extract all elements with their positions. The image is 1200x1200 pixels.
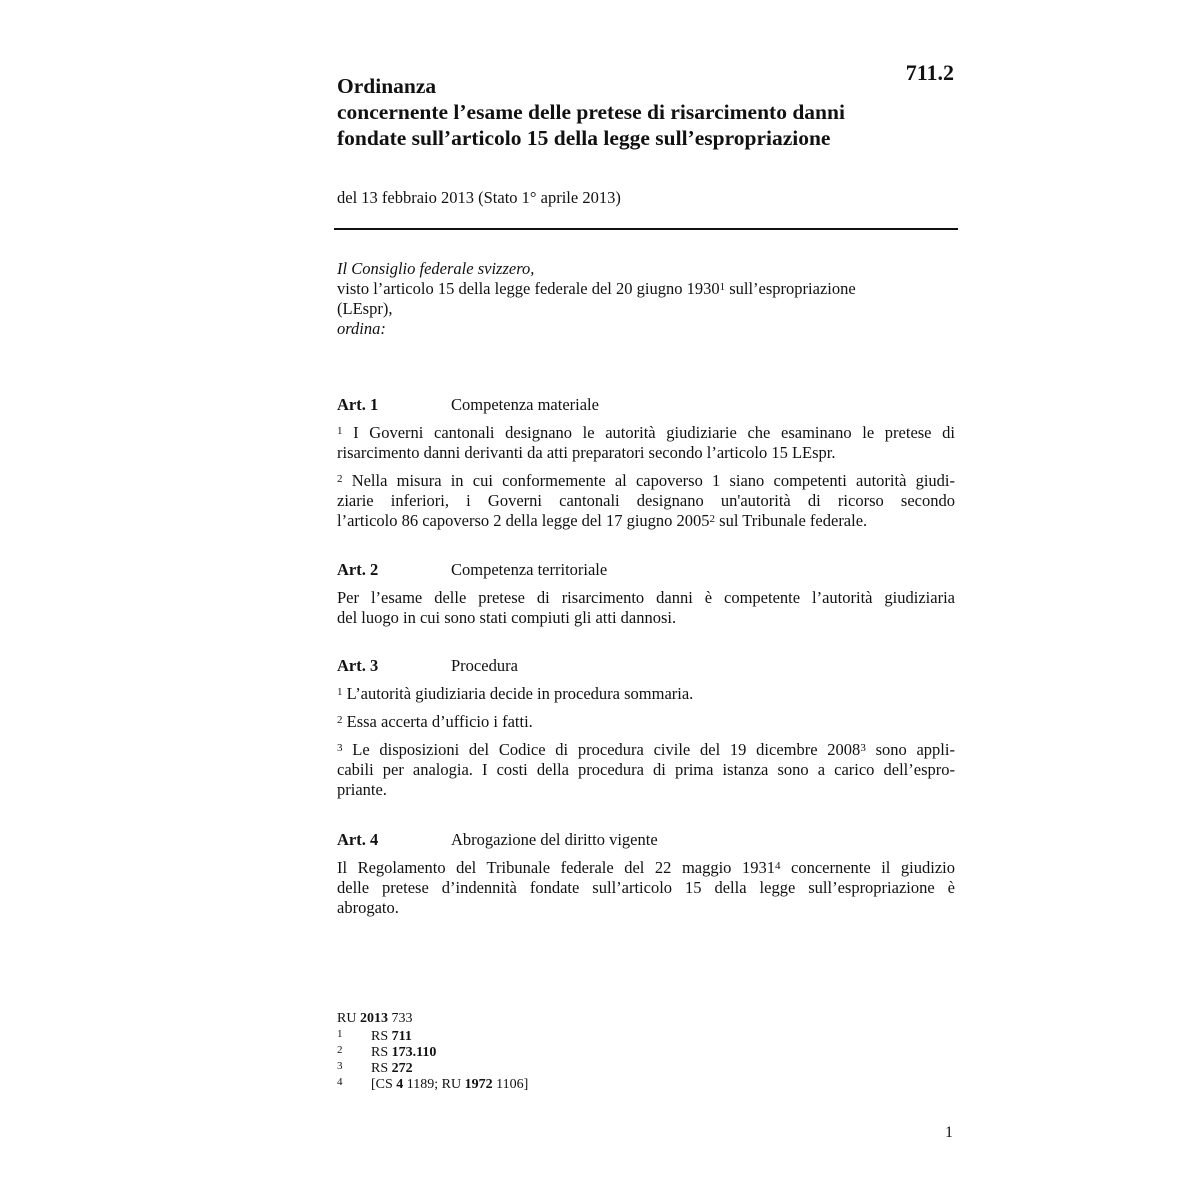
title-line-3: fondate sull’articolo 15 della legge sull’espropriazione (337, 126, 831, 150)
article-2-heading (337, 560, 955, 580)
article-1-heading (337, 395, 955, 415)
preamble (337, 259, 955, 339)
sr-number: 711.2 (905, 60, 954, 85)
article-3-paragraph-3: $^3$ Le disposizioni del Codice di procedura civile del 19 dicembre 2008$^3$ sono appli- cabili per analogia. I costi della procedura di prima istanza sono a carico dell’espro- priante. (337, 740, 955, 799)
article-1-title: Competenza materiale (451, 395, 599, 414)
article-2 (337, 560, 955, 628)
page-number: 1 (945, 1124, 953, 1141)
title-line-1: Ordinanza (337, 74, 437, 98)
article-4-title: Abrogazione del diritto vigente (451, 830, 658, 849)
article-1-paragraph-1: $^1$ I Governi cantonali designano le autorità giudiziarie che esaminano le pretese di risarcimento danni derivanti da atti preparatori secondo l’articolo 15 LEspr. (337, 423, 955, 462)
footnote-ref-4[interactable]: 4 (774, 860, 781, 872)
article-2-title: Competenza territoriale (451, 560, 608, 579)
article-3-title: Procedura (451, 656, 518, 675)
title-line-2: concernente l’esame delle pretese di risarcimento danni (337, 100, 845, 124)
article-3-paragraph-2: $^2$ Essa accerta d’ufficio i fatti. (337, 712, 533, 731)
article-4 (337, 830, 955, 918)
article-3-paragraph-1: $^1$ L’autorità giudiziaria decide in procedura sommaria. (337, 684, 694, 703)
preamble-ordina: ordina: (337, 319, 386, 338)
document-title (337, 73, 957, 151)
article-4-number: Art. 4 (337, 830, 379, 849)
article-4-paragraph-1: Il Regolamento del Tribunale federale del 22 maggio 1931$^4$ concernente il giudizio delle pretese d’indennità fondate sull’articolo 15 della legge sull’espropriazione è abrogato. (337, 858, 955, 917)
article-3-number: Art. 3 (337, 656, 379, 675)
article-2-number: Art. 2 (337, 560, 379, 579)
preamble-authority: Il Consiglio federale svizzero, (337, 259, 535, 278)
article-1 (337, 395, 955, 531)
footnote-ref-1[interactable]: 1 (719, 281, 726, 293)
article-3-heading (337, 656, 955, 676)
article-3 (337, 656, 955, 800)
preamble-visto: visto l’articolo 15 della legge federale del 20 giugno 1930$^1$ sull’espropriazione (LEspr), (337, 279, 856, 318)
date-line: del 13 febbraio 2013 (Stato 1° aprile 2013) (337, 188, 621, 207)
article-1-paragraph-2: $^2$ Nella misura in cui conformemente al capoverso 1 siano competenti autorità giudi- ziarie inferiori, i Governi cantonali designano un'autorità di ricorso secondo l’articolo 86 capoverso 2 della legge del 17 giugno 2005$^2$ sul Tribunale federale. (337, 471, 955, 530)
article-1-number: Art. 1 (337, 395, 379, 414)
footnote-ref-3[interactable]: 3 (860, 742, 866, 754)
article-2-paragraph-1: Per l’esame delle pretese di risarcimento danni è competente l’autorità giudiziaria del luogo in cui sono stati compiuti gli atti dannosi. (337, 588, 955, 627)
footnote-ref-2[interactable]: 2 (709, 513, 716, 525)
article-4-heading (337, 830, 955, 850)
header-divider (334, 228, 958, 230)
